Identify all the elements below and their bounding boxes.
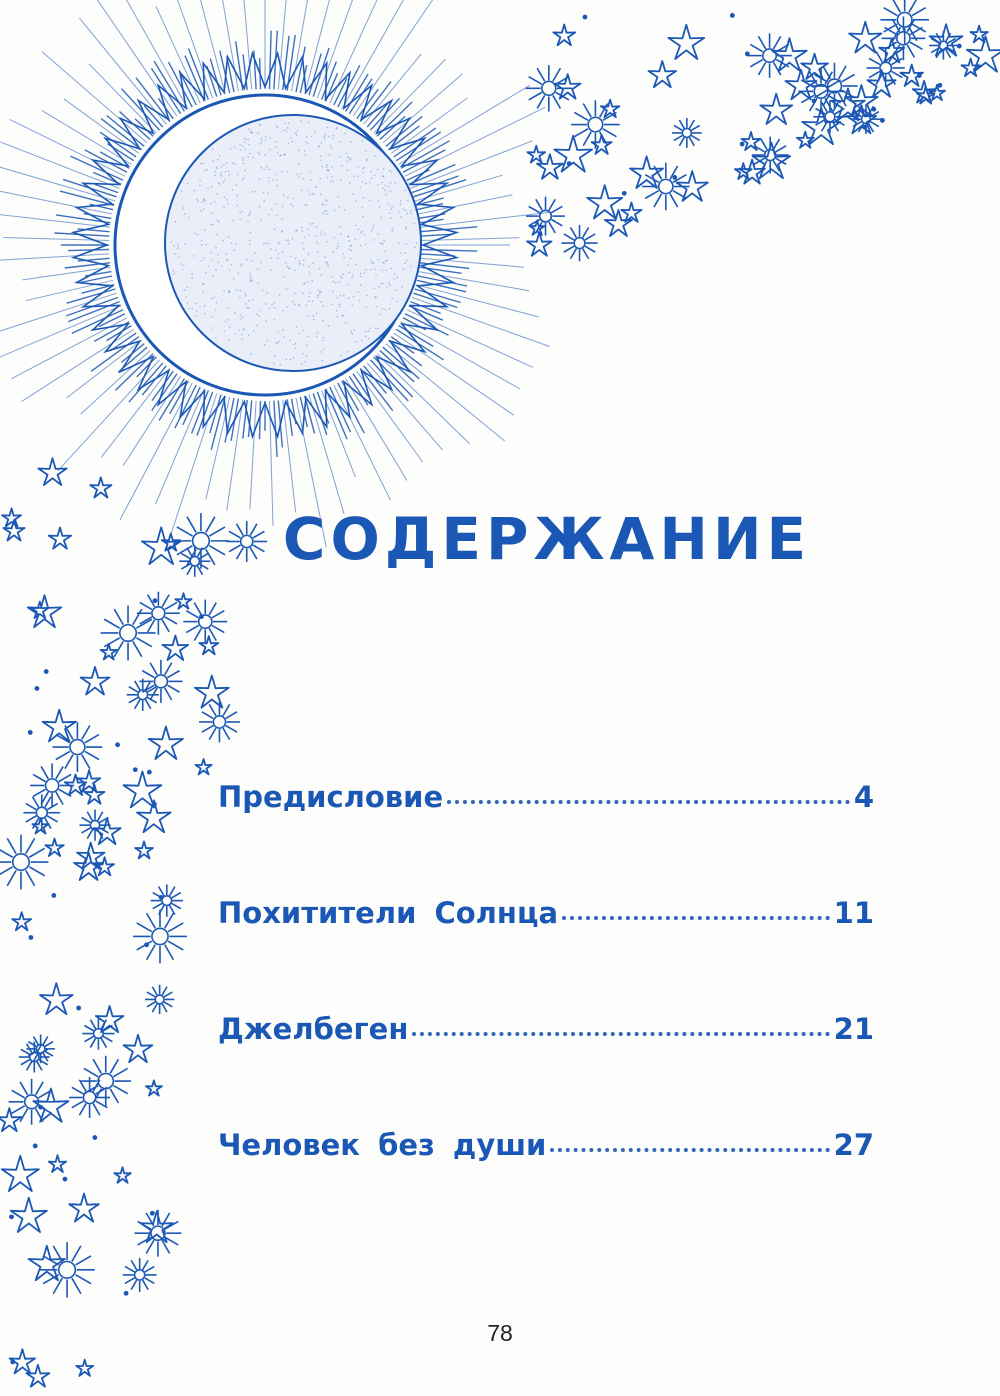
toc-entry-title: Похитители Солнца <box>218 896 559 930</box>
page-number: 78 <box>487 1320 513 1346</box>
toc-entry[interactable] <box>218 896 874 1012</box>
dot-leader <box>412 1032 829 1036</box>
toc-entry-title: Джелбеген <box>218 1012 409 1046</box>
page-title: СОДЕРЖАНИЕ <box>282 505 812 573</box>
toc-entry[interactable] <box>218 1012 874 1128</box>
toc-entry-title: Человек без души <box>218 1128 547 1162</box>
sun-moon-eclipse-icon <box>0 0 551 548</box>
table-of-contents <box>218 780 874 1244</box>
toc-entry-page: 21 <box>833 1012 874 1046</box>
toc-entry-page: 27 <box>833 1128 874 1162</box>
toc-entry[interactable] <box>218 780 874 896</box>
dot-leader <box>447 800 850 804</box>
toc-entry-page: 4 <box>853 780 874 814</box>
toc-entry-page: 11 <box>833 896 874 930</box>
dot-leader <box>562 916 830 920</box>
toc-entry[interactable] <box>218 1128 874 1244</box>
dot-leader <box>550 1148 829 1152</box>
toc-entry-title: Предисловие <box>218 780 444 814</box>
